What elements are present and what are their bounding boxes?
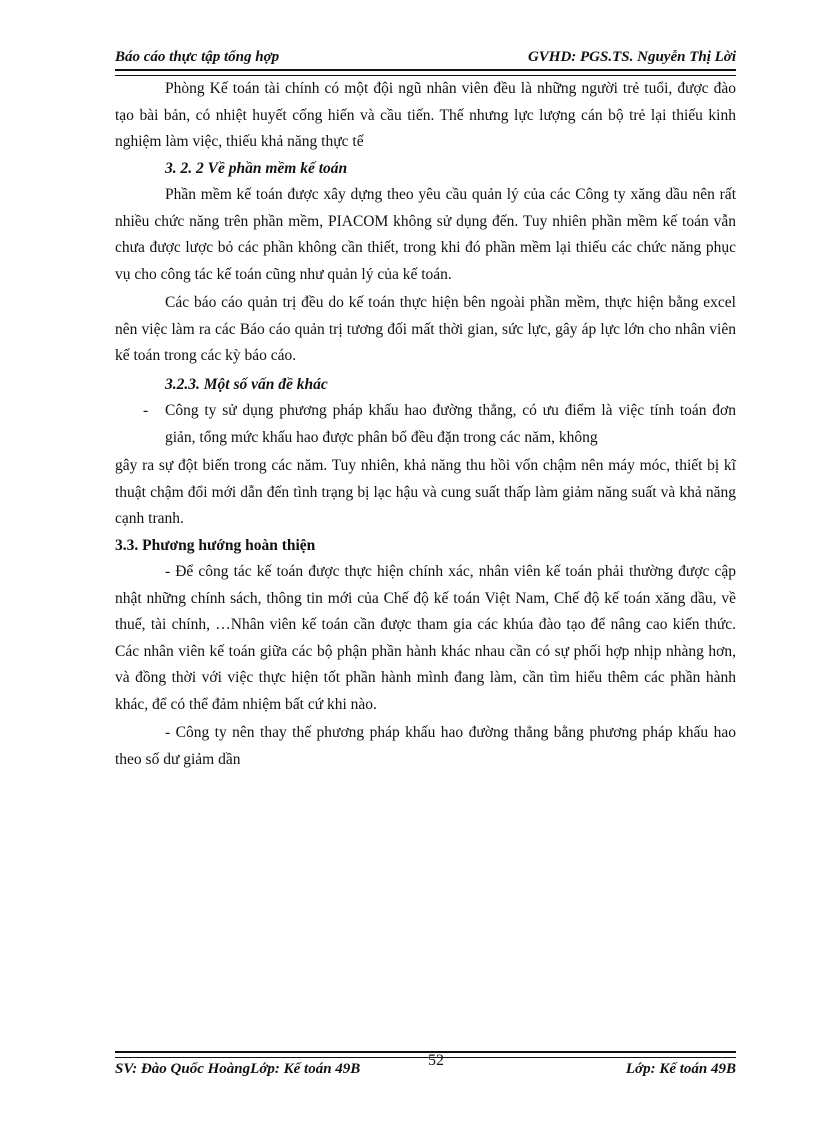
heading-3-3: 3.3. Phương hướng hoàn thiện	[115, 536, 316, 554]
page-body	[115, 76, 736, 773]
header-supervisor: GVHD: PGS.TS. Nguyễn Thị Lời	[527, 49, 736, 65]
direction-paragraph-1: - Để công tác kế toán được thực hiện chính xác, nhân viên kế toán phải thường được cập nhật những chính sách, thông tin mới của Chế độ kế toán Việt Nam, Chế độ kế toán xăng dầu, về thuế, tài chính, …Nhân viên kế toán cần được tham gia các khúa đào tạo để nâng cao kiến thức. Các nhân viên kế toán giữa các bộ phận phần hành khác nhau cần có sự phối hợp nhịp nhàng hơn, và đồng thời với việc thực hiện tốt phần hành mình đang làm, cần tìm hiểu thêm các phần hành khác, để có thể đảm nhiệm bất cứ khi nào.	[115, 563, 736, 713]
list-item	[115, 398, 736, 451]
heading-3-2-2: 3. 2. 2 Về phần mềm kế toán	[165, 159, 348, 177]
page-footer	[115, 1060, 736, 1078]
heading-3-2-3: 3.2.3. Một số vấn đề khác	[165, 375, 328, 393]
header-divider	[115, 69, 736, 76]
bullet-continuation: gây ra sự đột biến trong các năm. Tuy nhiên, khả năng thu hồi vốn chậm nên máy móc, thiết bị kĩ thuật chậm đổi mới dẫn đến tình trạng bị lạc hậu và cung suất thấp làm giảm năng suất và khả năng cạnh tranh.	[115, 457, 736, 527]
page-header	[115, 48, 736, 66]
footer-class: Lớp: Kế toán 49B	[625, 1061, 736, 1077]
footer-student: SV: Đào Quốc HoàngLớp: Kế toán 49B	[115, 1061, 361, 1077]
footer-divider	[115, 1051, 736, 1058]
direction-paragraph-2: - Công ty nên thay thế phương pháp khấu hao đường thẳng bằng phương pháp khấu hao theo số dư giảm dần	[115, 724, 736, 768]
bullet-text: Công ty sử dụng phương pháp khấu hao đường thẳng, có ưu điểm là việc tính toán đơn giản, tổng mức khấu hao được phân bổ đều đặn trong các năm, không	[165, 402, 736, 446]
software-paragraph-1: Phần mềm kế toán được xây dựng theo yêu cầu quản lý của các Công ty xăng dầu nên rất nhiều chức năng trên phần mềm, PIACOM không sử dụng đến. Tuy nhiên phần mềm kế toán vẫn chưa được lược bỏ các phần không cần thiết, trong khi đó phần mềm lại thiếu các chức năng phục vụ cho công tác kế toán cũng như quản lý của kế toán.	[115, 186, 736, 283]
header-report-title: Báo cáo thực tập tổng hợp	[115, 49, 280, 65]
intro-paragraph: Phòng Kế toán tài chính có một đội ngũ nhân viên đều là những người trẻ tuổi, được đào tạo bài bản, có nhiệt huyết cống hiến và cầu tiến. Thế nhưng lực lượng cán bộ trẻ lại thiếu kinh nghiệm làm việc, thiếu khả năng thực tế	[115, 80, 736, 150]
page-number: 52	[428, 1052, 444, 1069]
bullet-dash: -	[143, 402, 149, 419]
software-paragraph-2: Các báo cáo quản trị đều do kế toán thực hiện bên ngoài phần mềm, thực hiện bằng excel nên việc làm ra các Báo cáo quản trị tương đối mất thời gian, sức lực, gây áp lực lớn cho nhân viên kế toán trong các kỳ báo cáo.	[115, 294, 736, 364]
